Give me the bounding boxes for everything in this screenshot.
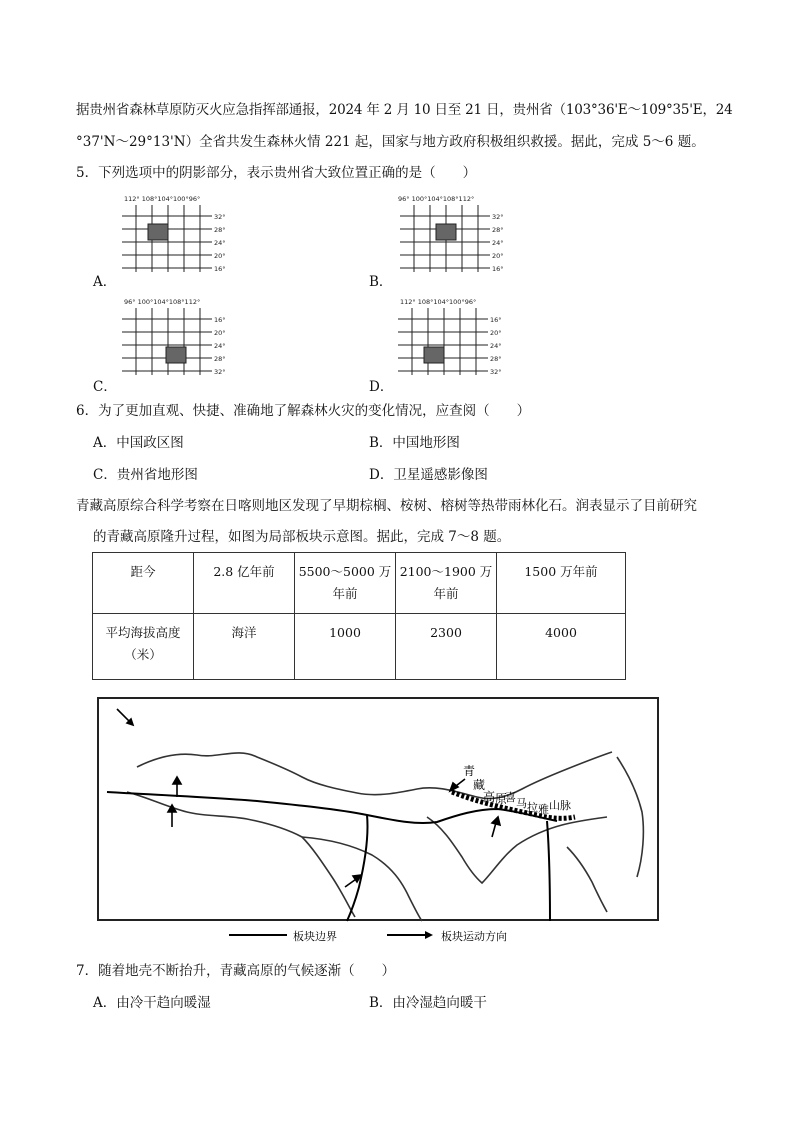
legend-boundary-label: 板块边界	[293, 930, 337, 943]
shaded-region	[424, 347, 444, 363]
svg-text:喜: 喜	[505, 791, 516, 804]
table-cell: 2.8 亿年前	[194, 553, 295, 614]
svg-text:16°: 16°	[214, 316, 226, 324]
svg-text:28°: 28°	[492, 226, 504, 234]
q5-option-d-grid[interactable]	[388, 295, 518, 381]
q5-option-a-grid[interactable]	[112, 192, 242, 278]
svg-text:32°: 32°	[490, 368, 502, 376]
svg-text:拉: 拉	[527, 801, 538, 814]
grid-lines	[122, 308, 212, 375]
grid-lines	[398, 308, 488, 375]
intro2-line-1: 青藏高原综合科学考察在日喀则地区发现了早期棕榈、桉树、榕树等热带雨林化石。润表显示了目前研究	[76, 498, 697, 514]
svg-text:20°: 20°	[214, 329, 226, 337]
q6-option-b[interactable]: B．中国地形图	[369, 435, 460, 451]
intro2-line-2: 的青藏高原隆升过程，如图为局部板块示意图。据此，完成 7～8 题。	[93, 529, 511, 545]
q5-stem: 5．下列选项中的阴影部分，表示贵州省大致位置正确的是（ ）	[76, 165, 477, 181]
plate-map-svg	[97, 697, 659, 945]
svg-text:原: 原	[495, 792, 508, 806]
q5-option-b-label[interactable]: B．	[369, 274, 393, 290]
svg-text:16°: 16°	[214, 265, 226, 273]
svg-text:马: 马	[516, 797, 527, 810]
legend-direction-label: 板块运动方向	[441, 930, 507, 943]
uplift-table	[92, 552, 626, 680]
q6-option-c[interactable]: C．贵州省地形图	[93, 467, 198, 483]
svg-text:20°: 20°	[214, 252, 226, 260]
svg-text:24°: 24°	[490, 342, 502, 350]
svg-text:藏: 藏	[473, 778, 486, 792]
table-cell: 1000	[295, 614, 396, 680]
table-cell: 1500 万年前	[497, 553, 626, 614]
shaded-region	[166, 347, 186, 363]
svg-text:山: 山	[549, 799, 560, 812]
svg-text:雅: 雅	[538, 803, 549, 816]
table-cell: 距今	[93, 553, 194, 614]
q7-option-b[interactable]: B．由冷湿趋向暖干	[369, 995, 487, 1011]
q6-stem: 6．为了更加直观、快捷、准确地了解森林火灾的变化情况，应查阅（ ）	[76, 403, 531, 419]
svg-text:32°: 32°	[214, 368, 226, 376]
svg-text:24°: 24°	[492, 239, 504, 247]
svg-text:20°: 20°	[490, 329, 502, 337]
svg-text:28°: 28°	[490, 355, 502, 363]
arrow-icon	[425, 931, 433, 939]
q5-option-a-label[interactable]: A．	[93, 274, 117, 290]
table-cell: 2300	[396, 614, 497, 680]
q5-option-c-grid[interactable]	[112, 295, 242, 381]
table-cell: 5500～5000 万年前	[295, 553, 396, 614]
plate-map	[97, 697, 659, 945]
lon-labels: 96° 100°104°108°112°	[124, 298, 201, 306]
q6-option-a[interactable]: A．中国政区图	[93, 435, 184, 451]
shaded-region	[436, 224, 456, 240]
table-cell: 4000	[497, 614, 626, 680]
svg-text:32°: 32°	[214, 213, 226, 221]
table-row	[93, 614, 626, 680]
lon-labels: 112° 108°104°100°96°	[400, 298, 477, 306]
shaded-region	[148, 224, 168, 240]
q5-option-c-label[interactable]: C．	[93, 379, 117, 395]
svg-text:青: 青	[463, 764, 476, 778]
svg-text:24°: 24°	[214, 342, 226, 350]
svg-text:32°: 32°	[492, 213, 504, 221]
svg-text:28°: 28°	[214, 226, 226, 234]
table-cell: 2100～1900 万年前	[396, 553, 497, 614]
lon-labels: 96° 100°104°108°112°	[398, 195, 475, 203]
q6-option-d[interactable]: D．卫星遥感影像图	[369, 467, 488, 483]
intro-line-1: 据贵州省森林草原防灭火应急指挥部通报，2024 年 2 月 10 日至 21 日，贵州省（103°36'E～109°35'E，24	[76, 102, 733, 118]
table-header-row	[93, 553, 626, 614]
q5-option-b-grid[interactable]	[390, 192, 520, 278]
table-cell: 海洋	[194, 614, 295, 680]
table-cell: 平均海拔高度（米）	[93, 614, 194, 680]
svg-text:20°: 20°	[492, 252, 504, 260]
q7-option-a[interactable]: A．由冷干趋向暖湿	[93, 995, 211, 1011]
svg-text:16°: 16°	[492, 265, 504, 273]
intro-line-2: °37'N～29°13'N）全省共发生森林火情 221 起，国家与地方政府积极组织救援。据此，完成 5～6 题。	[76, 134, 705, 150]
q5-option-d-label[interactable]: D．	[369, 379, 394, 395]
svg-text:脉: 脉	[560, 799, 571, 812]
svg-text:24°: 24°	[214, 239, 226, 247]
svg-text:28°: 28°	[214, 355, 226, 363]
svg-text:高: 高	[483, 790, 496, 804]
svg-text:16°: 16°	[490, 316, 502, 324]
q7-stem: 7．随着地壳不断抬升，青藏高原的气候逐渐（ ）	[76, 963, 396, 979]
lon-labels: 112° 108°104°100°96°	[124, 195, 201, 203]
